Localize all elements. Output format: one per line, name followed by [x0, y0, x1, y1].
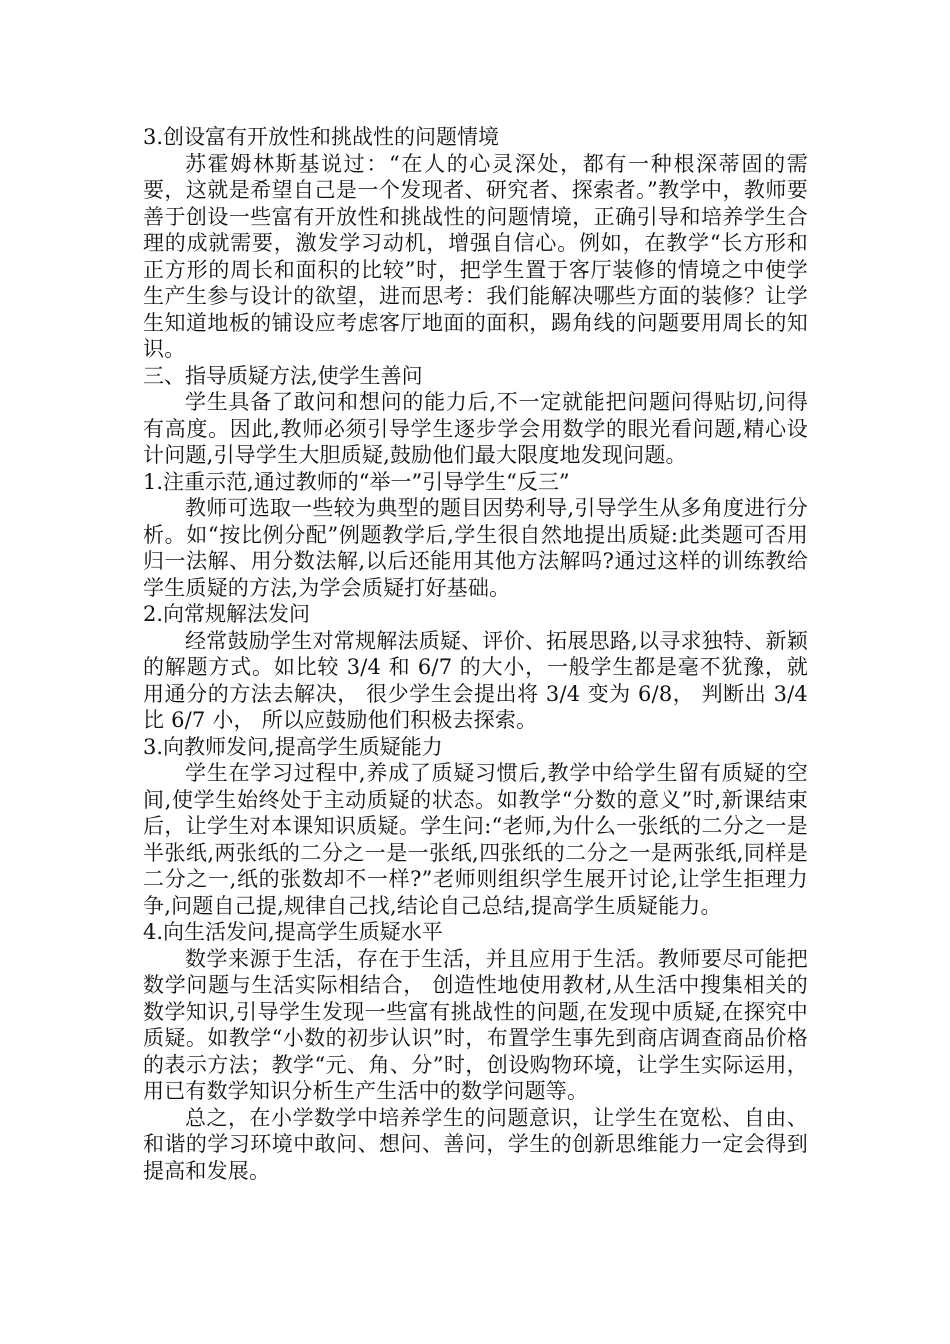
section-heading-3-scenario: 3.创设富有开放性和挑战性的问题情境 — [143, 125, 500, 149]
section-heading-3-ask-teacher: 3.向教师发问,提高学生质疑能力 — [143, 734, 443, 759]
paragraph-conclusion: 总之，在小学数学中培养学生的问题意识，让学生在宽松、自由、和谐的学习环境中敢问、想问、善问，学生的创新思维能力一定会得到提高和发展。 — [143, 1105, 808, 1183]
paragraph-ability-to-ask: 学生具备了敢问和想问的能力后,不一定就能把问题问得贴切,问得有高度。因此,教师必须引导学生逐步学会用数学的眼光看问题,精心设计问题,引导学生大胆质疑,鼓励他们最大限度地发现问题。 — [143, 390, 808, 467]
paragraph-suhomlinsky: 苏霍姆林斯基说过：“在人的心灵深处，都有一种根深蒂固的需要，这就是希望自己是一个发现者、研究者、探索者。”教学中，教师要善于创设一些富有开放性和挑战性的问题情境，正确引导和培养学生合理的成就需要，激发学习动机，增强自信心。例如，在教学“长方形和正方形的周长和面积的比较”时，把学生置于客厅装修的情境之中使学生产生参与设计的欲望，进而思考：我们能解决哪些方面的装修？让学生知道地板的铺设应考虑客厅地面的面积，踢角线的问题要用周长的知识。 — [143, 151, 808, 361]
paragraph-fraction-meaning: 学生在学习过程中,养成了质疑习惯后,教学中给学生留有质疑的空间,使学生始终处于主动质疑的状态。如教学“分数的意义”时,新课结束后，让学生对本课知识质疑。学生问:“老师,为什么一张纸的二分之一是半张纸,两张纸的二分之一是一张纸,四张纸的二分之一是两张纸,同样是二分之一,纸的张数却不一样?”老师则组织学生展开讨论,让学生拒理力争,问题自己提,规律自己找,结论自己总结,提高学生质疑能力。 — [143, 761, 808, 918]
paragraph-math-from-life: 数学来源于生活，存在于生活，并且应用于生活。教师要尽可能把数学问题与生活实际相结合， 创造性地使用教材,从生活中搜集相关的数学知识,引导学生发现一些富有挑战性的问题,在发现中质疑,在探究中质疑。如教学“小数的初步认识”时，布置学生事先到商店调查商品价格的表示方法；教学“元、角、分”时，创设购物环境，让学生实际运用，用已有数学知识分析生产生活中的数学问题等。 — [143, 946, 808, 1103]
section-heading-4-ask-life: 4.向生活发问,提高学生质疑水平 — [143, 920, 443, 944]
section-heading-2-conventional-methods: 2.向常规解法发问 — [143, 602, 311, 626]
document-body — [143, 124, 808, 1184]
paragraph-typical-problems: 教师可选取一些较为典型的题目因势利导,引导学生从多角度进行分析。如“按比例分配”例题教学后,学生很自然地提出质疑:此类题可否用归一法解、用分数法解,以后还能用其他方法解吗?通过这样的训练教给学生质疑的方法,为学会质疑打好基础。 — [143, 496, 808, 600]
section-heading-guide-questioning: 三、指导质疑方法,使学生善问 — [143, 363, 423, 388]
paragraph-fraction-comparison: 经常鼓励学生对常规解法质疑、评价、拓展思路,以寻求独特、新颖的解题方式。如比较 3/4 和 6/7 的大小，一般学生都是毫不犹豫，就用通分的方法去解决， 很少学生会提出将 3/4 变为 6/8， 判断出 3/4 比 6/7 小， 所以应鼓励他们积极去探索。 — [143, 628, 808, 732]
section-heading-1-demonstration: 1.注重示范,通过教师的“举一”引导学生“反三” — [143, 469, 570, 494]
